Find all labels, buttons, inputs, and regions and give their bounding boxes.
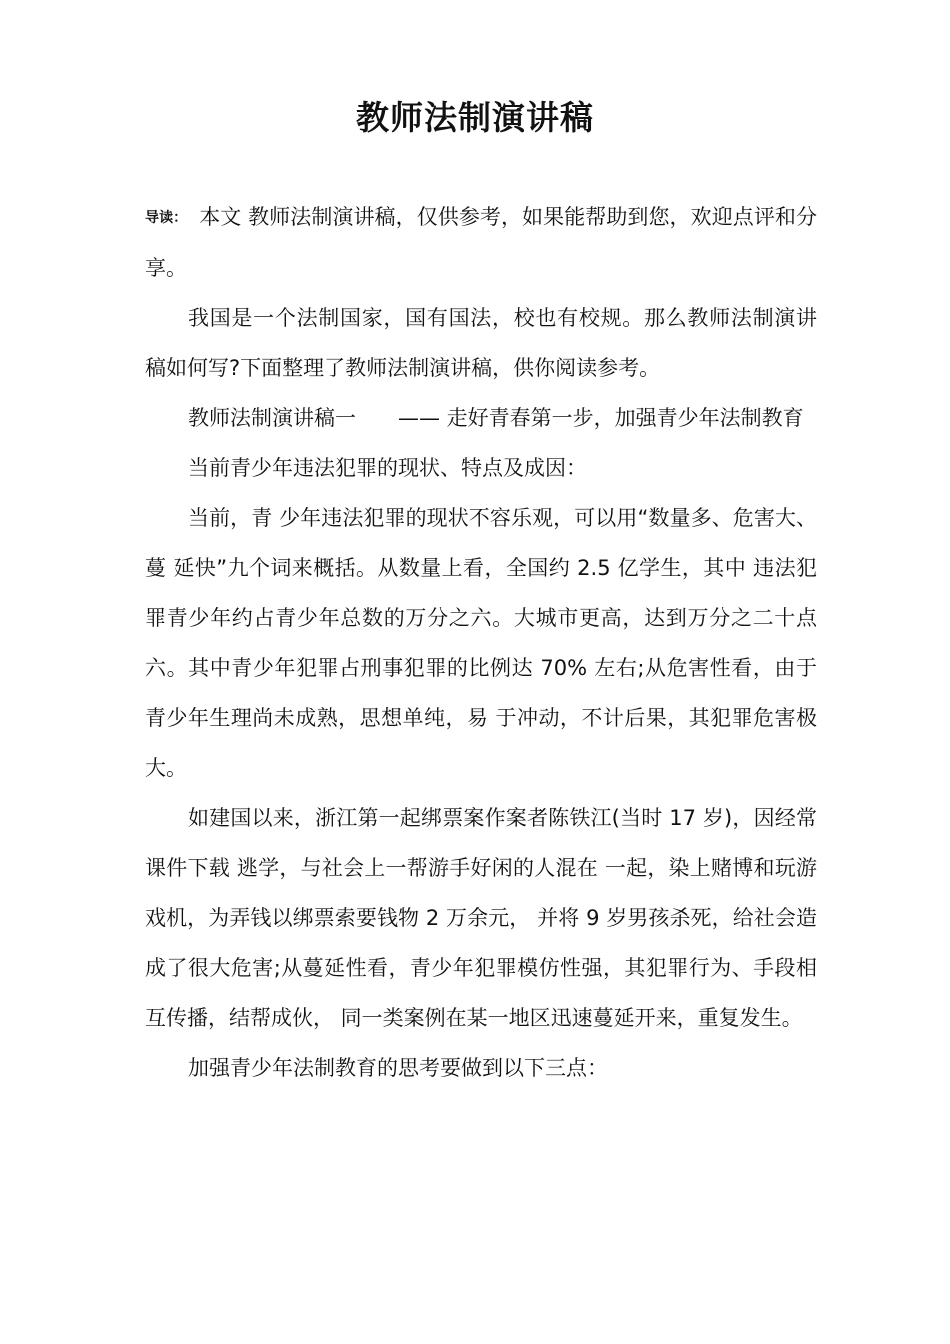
paragraph-1: 我国是一个法制国家，国有国法，校也有校规。那么教师法制演讲稿如何写?下面整理了教师法制演讲稿，供你阅读参考。 [145, 306, 817, 380]
intro-paragraph [145, 192, 817, 293]
paragraph-4: 当前，青 少年违法犯罪的现状不容乐观，可以用“数量多、危害大、蔓 延快”九个词来概括。从数量上看，全国约 2.5 亿学生，其中 违法犯罪青少年约占青少年总数的万分之六。大城市更高，达到万分之二十点六。其中青少年犯罪占刑事犯罪的比例达 70% 左右;从危害性看，由于青少年生理尚未成熟，思想单纯，易 于冲动，不计后果，其犯罪危害极大。 [145, 506, 817, 780]
intro-label: 导读： [145, 210, 188, 226]
paragraph-5: 如建国以来，浙江第一起绑票案作案者陈铁江(当时 17 岁)，因经常课件下载 逃学，与社会上一帮游手好闲的人混在 一起，染上赌博和玩游戏机，为弄钱以绑票索要钱物 2 万余元， 并将 9 岁男孩杀死，给社会造成了很大危害;从蔓延性看，青少年犯罪模仿性强，其犯罪行为、手段相互传播，结帮成伙， 同一类案例在某一地区迅速蔓延开来，重复发生。 [145, 806, 817, 1030]
paragraph-2-section-heading: 教师法制演讲稿一 —— 走好青春第一步，加强青少年法制教育 [188, 406, 804, 430]
paragraph-6: 加强青少年法制教育的思考要做到以下三点： [188, 1056, 608, 1080]
paragraph-3: 当前青少年违法犯罪的现状、特点及成因： [188, 456, 587, 480]
intro-text: 本文 教师法制演讲稿，仅供参考，如果能帮助到您，欢迎点评和分享。 [145, 205, 817, 280]
page-title: 教师法制演讲稿 [356, 98, 594, 137]
document-body [145, 192, 817, 1093]
